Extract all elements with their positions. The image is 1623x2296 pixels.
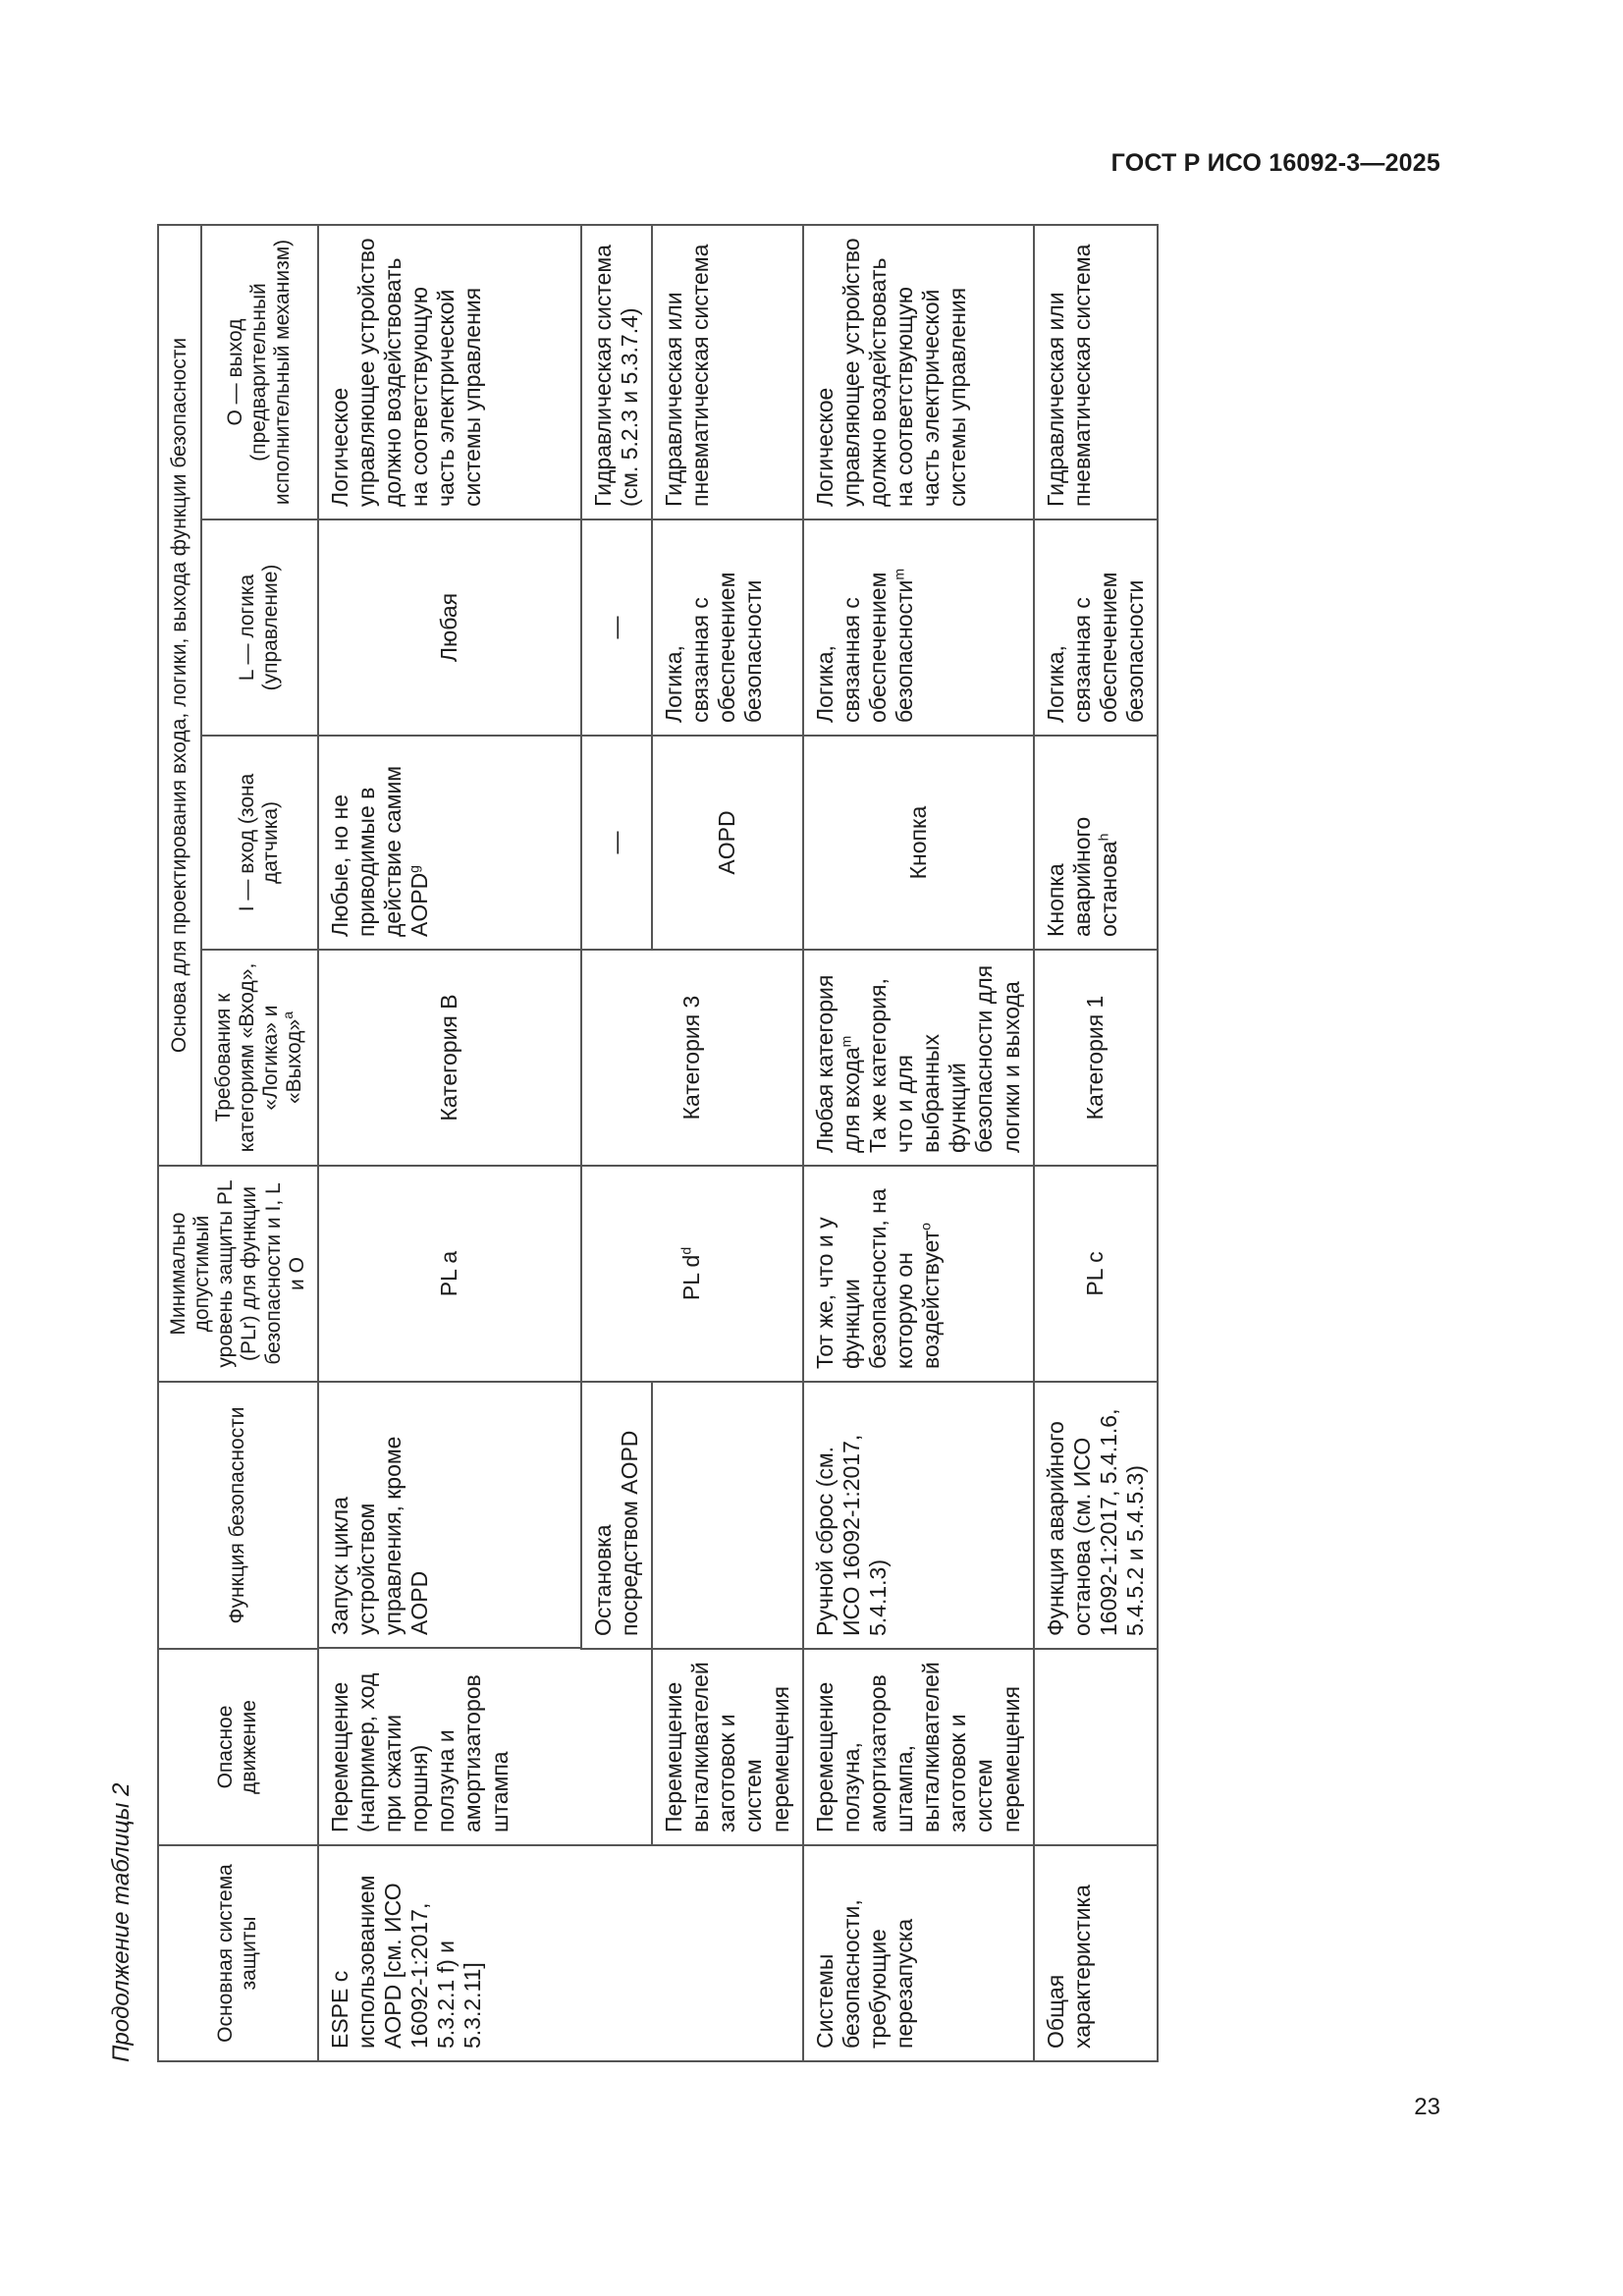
inner-motion-func [319,1381,580,1844]
table-caption: Продолжение таблицы 2 [108,1782,135,2062]
cell-cat-general: Категория 1 [1034,950,1159,1166]
page-number: 23 [1414,2094,1440,2120]
cat-restart-a-footnote: m [838,1035,854,1048]
cell-cat-2: Категория 3 [581,950,803,1166]
cell-system-restart: Системы безопасности, требующие перезапуска [803,1845,1034,2061]
table-row [803,225,1034,2061]
input-1-text: Любые, но не приводимые в действие самим AOPD [326,765,433,937]
cell-motion-1: Перемещение (например, ход при сжатии поршня) ползуна и амортизаторов штампа [319,1648,580,1844]
col-header-input: I — вход (зона датчика) [201,736,318,950]
col-header-output: O — выход (предварительный исполнительный механизм) [201,225,318,519]
cell-pl-1: PL a [318,1166,581,1382]
cell-motion-general [1034,1649,1159,1845]
cell-system-general: Общая характеристика [1034,1845,1159,2061]
cell-cat-restart [803,950,1034,1166]
cell-func-general: Функция аварийного останова (см. ИСО 16092-1:2017, 5.4.1.6, 5.4.5.2 и 5.4.5.3) [1034,1382,1159,1649]
cell-logic-1: Любая [318,519,581,736]
cell-func-2-cont [652,1382,803,1649]
cell-output-3: Гидравлическая или пневматическая система [652,225,803,519]
col-header-safety-function: Функция безопасности [158,1382,318,1649]
col-header-logic: L — логика (управление) [201,519,318,736]
input-general-text: Кнопка аварийного останова [1042,816,1121,937]
cell-input-3: AOPD [652,736,803,950]
col-header-group: Основа для проектирования входа, логики, выхода функции безопасности [158,225,201,1166]
header-row-1 [158,225,201,2061]
cell-pl-2 [581,1166,803,1382]
pl-restart-text: Тот же, что и у функции безопасности, на которую он воздействует [811,1188,945,1369]
cell-func-restart: Ручной сброс (см. ИСО 16092-1:2017, 5.4.1.3) [803,1382,1034,1649]
pl-restart-footnote: o [917,1223,934,1230]
cell-logic-2: — [581,519,652,736]
cell-motion-func-1-wrap [318,1382,581,1845]
document-header: ГОСТ Р ИСО 16092-3—2025 [1110,149,1440,177]
input-1-footnote: g [406,865,422,873]
table-row [318,225,581,2061]
pl-2-text: PL d [678,1254,705,1301]
cell-logic-general: Логика, связанная с обеспечением безопасности [1034,519,1159,736]
cell-output-2: Гидравлическая система (см. 5.2.3 и 5.3.7.4) [581,225,652,519]
cell-pl-general: PL c [1034,1166,1159,1382]
cell-pl-restart [803,1166,1034,1382]
category-req-text: Требования к категориям «Вход», «Логика» и «Выход» [212,962,306,1153]
cell-input-general [1034,736,1159,950]
pl-2-footnote: d [677,1246,694,1255]
cell-func-1: Запуск цикла устройством управления, кроме AOPD [326,1436,433,1635]
safety-functions-table [157,224,1159,2062]
cat-restart-b: Та же категория, что и для выбранных функций безопасности для логики и выхода [864,964,1024,1153]
cell-input-restart: Кнопка [803,736,1034,950]
cell-func-2: Остановка посредством AOPD [581,1382,652,1649]
logic-restart-text: Логика, связанная с обеспечением безопасности [811,572,918,723]
table-row [581,225,652,2061]
category-req-footnote: a [280,1011,297,1019]
rotated-table-area [108,236,1316,2062]
cell-output-restart: Логическое управляющее устройство должно воздействовать на соответствующую часть электрической системы управления [803,225,1034,519]
cat-restart-a: Любая категория для входа [811,974,864,1153]
col-header-basic-system: Основная система защиты [158,1845,318,2061]
cell-logic-3: Логика, связанная с обеспечением безопасности [652,519,803,736]
cell-motion-restart: Перемещение ползуна, амортизаторов штампа, выталкивателей заготовок и систем перемещения [803,1649,1034,1845]
cell-motion-1-cont [581,1649,652,1845]
col-header-category-req [201,950,318,1166]
cell-logic-restart [803,519,1034,736]
table-row [1034,225,1159,2061]
col-header-min-pl: Минимально допустимый уровень защиты PL (PLr) для функции безопасности и I, L и O [158,1166,318,1382]
cell-input-1 [318,736,581,950]
cell-output-general: Гидравлическая или пневматическая система [1034,225,1159,519]
input-general-footnote: h [1095,833,1111,842]
logic-restart-footnote: m [891,568,907,580]
cell-input-2: — [581,736,652,950]
cell-output-1: Логическое управляющее устройство должно воздействовать на соответствующую часть электрической системы управления [318,225,581,519]
cell-motion-3: Перемещение выталкивателей заготовок и систем перемещения [652,1649,803,1845]
cell-system-espe: ESPE с использованием AOPD [см. ИСО 16092-1:2017, 5.3.2.1 f) и 5.3.2.11] [318,1845,803,2061]
cell-cat-1: Категория B [318,950,581,1166]
col-header-hazardous-motion: Опасное движение [158,1649,318,1845]
